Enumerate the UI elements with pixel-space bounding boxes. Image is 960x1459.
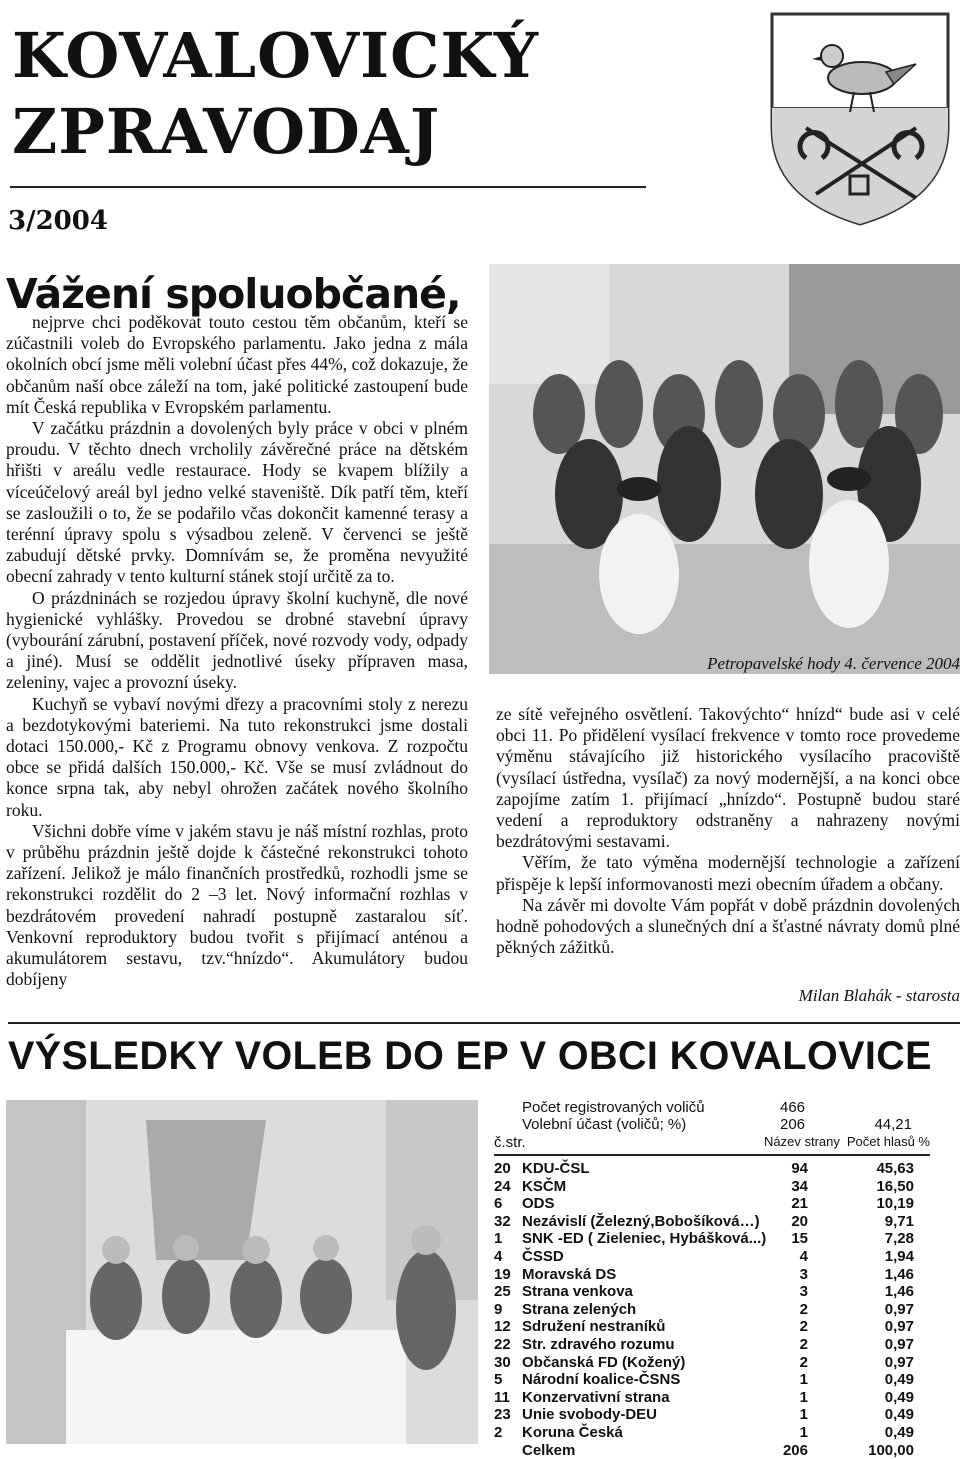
party-votes: 20 <box>764 1213 808 1230</box>
table-header <box>494 1134 960 1152</box>
registered-label: Počet registrovaných voličů <box>522 1099 705 1116</box>
party-votes: 34 <box>764 1178 808 1195</box>
party-number: 12 <box>494 1318 511 1335</box>
party-percent: 0,97 <box>885 1354 914 1371</box>
party-percent: 0,49 <box>885 1424 914 1441</box>
table-row <box>494 1213 960 1231</box>
registered-row <box>494 1099 960 1116</box>
party-percent: 45,63 <box>876 1160 914 1177</box>
party-rows <box>494 1160 960 1459</box>
masthead-line2: ZPRAVODAJ <box>12 94 539 170</box>
table-row <box>494 1178 960 1196</box>
party-votes: 2 <box>764 1354 808 1371</box>
party-number: 19 <box>494 1266 511 1283</box>
party-name: SNK -ED ( Zieleniec, Hybášková...) <box>522 1230 766 1247</box>
party-votes: 15 <box>764 1230 808 1247</box>
party-number: 25 <box>494 1283 511 1300</box>
table-row <box>494 1442 960 1459</box>
letter-paragraph: Všichni dobře víme v jakém stavu je náš místní rozhlas, proto v průběhu prázdnin ještě dojde k částečné rekonstrukci tohoto zařízení. Jelikož je málo finančních prostředků, rozhodli jsme se rekonstrukci rozdělit do 2 –3 let. Nový informační rozhlas v bezdrátovém provedení nahradí postupně zastaralou síť. Venkovní reproduktory budou tvořit s přijímací anténou a akumulátorem sestavu, tzv.“hnízdo“. Akumulátory budou dobíjeny <box>6 821 468 991</box>
photo-caption: Petropavelské hody 4. července 2004 <box>489 654 960 674</box>
party-name: Národní koalice-ČSNS <box>522 1371 680 1388</box>
party-name: Občanská FD (Kožený) <box>522 1354 685 1371</box>
turnout-percent: 44,21 <box>874 1116 912 1133</box>
party-percent: 0,49 <box>885 1406 914 1423</box>
election-commission-photo <box>6 1100 478 1444</box>
masthead-line1: KOVALOVICKÝ <box>12 18 539 94</box>
party-number: 11 <box>494 1389 510 1406</box>
party-votes: 1 <box>764 1406 808 1423</box>
party-name: Konzervativní strana <box>522 1389 670 1406</box>
results-title: VÝSLEDKY VOLEB DO EP V OBCI KOVALOVICE <box>8 1034 932 1079</box>
table-row <box>494 1283 960 1301</box>
party-name: ODS <box>522 1195 555 1212</box>
turnout-value: 206 <box>780 1116 805 1133</box>
issue-number: 3/2004 <box>8 206 108 236</box>
party-name: Nezávislí (Železný,Bobošíková…) <box>522 1213 760 1230</box>
table-row <box>494 1336 960 1354</box>
table-row <box>494 1230 960 1248</box>
letter-paragraph: Věřím, že tato výměna modernější technologie a zařízení přispěje k lepší informovanosti mezi obecním úřadem a občany. <box>496 852 960 894</box>
table-row <box>494 1371 960 1389</box>
party-number: 9 <box>494 1301 502 1318</box>
party-name: Koruna Česká <box>522 1424 623 1441</box>
table-row <box>494 1301 960 1319</box>
party-percent: 1,46 <box>885 1266 914 1283</box>
party-number: 20 <box>494 1160 511 1177</box>
letter-left-column <box>6 312 468 991</box>
party-percent: 9,71 <box>885 1213 914 1230</box>
party-percent: 0,97 <box>885 1318 914 1335</box>
party-name: Unie svobody-DEU <box>522 1406 657 1423</box>
table-row <box>494 1354 960 1372</box>
festival-group-photo <box>489 264 960 674</box>
signature: Milan Blahák - starosta <box>496 986 960 1006</box>
table-row <box>494 1266 960 1284</box>
party-percent: 10,19 <box>876 1195 914 1212</box>
masthead-title <box>12 18 539 170</box>
party-votes: 2 <box>764 1301 808 1318</box>
party-name: KSČM <box>522 1178 566 1195</box>
party-votes: 1 <box>764 1389 808 1406</box>
party-percent: 1,46 <box>885 1283 914 1300</box>
letter-paragraph: nejprve chci poděkovat touto cestou těm občanům, kteří se zúčastnili voleb do Evropského parlamentu. Jako jedna z mála okolních obcí jsme měli volební účast přes 44%, což dokazuje, že občanům naší obce záleží na tom, jaké politické zastoupení bude mít Česká republika v Evropském parlamentu. <box>6 312 468 418</box>
party-percent: 7,28 <box>885 1230 914 1247</box>
col-header-percent: Počet hlasů % <box>847 1134 930 1149</box>
party-number: 2 <box>494 1424 502 1441</box>
party-votes: 1 <box>764 1371 808 1388</box>
greeting-headline: Vážení spoluobčané, <box>6 270 461 318</box>
letter-paragraph: Na závěr mi dovolte Vám popřát v době prázdnin dovolených hodně pohodových a slunečných dní a šťastné návraty domů plné pěkných zážitků. <box>496 895 960 959</box>
party-percent: 100,00 <box>868 1442 914 1459</box>
table-row <box>494 1195 960 1213</box>
letter-right-column <box>496 704 960 958</box>
party-number: 24 <box>494 1178 511 1195</box>
party-votes: 21 <box>764 1195 808 1212</box>
party-votes: 2 <box>764 1318 808 1335</box>
turnout-row <box>494 1116 960 1133</box>
party-name: ČSSD <box>522 1248 564 1265</box>
party-votes: 4 <box>764 1248 808 1265</box>
party-name: KDU-ČSL <box>522 1160 590 1177</box>
party-percent: 0,97 <box>885 1336 914 1353</box>
table-row <box>494 1160 960 1178</box>
section-rule <box>8 1022 960 1024</box>
party-number: 1 <box>494 1230 502 1247</box>
party-votes: 206 <box>764 1442 808 1459</box>
party-votes: 1 <box>764 1424 808 1441</box>
table-row <box>494 1318 960 1336</box>
party-number: 22 <box>494 1336 511 1353</box>
party-number: 32 <box>494 1213 511 1230</box>
party-name: Strana zelených <box>522 1301 636 1318</box>
party-votes: 2 <box>764 1336 808 1353</box>
party-name: Str. zdravého rozumu <box>522 1336 675 1353</box>
party-number: 5 <box>494 1371 502 1388</box>
party-number: 4 <box>494 1248 502 1265</box>
party-votes: 3 <box>764 1283 808 1300</box>
party-number: 23 <box>494 1406 511 1423</box>
party-percent: 0,97 <box>885 1301 914 1318</box>
results-table <box>494 1099 960 1459</box>
party-name: Strana venkova <box>522 1283 633 1300</box>
party-votes: 3 <box>764 1266 808 1283</box>
party-name: Moravská DS <box>522 1266 616 1283</box>
masthead-rule <box>10 186 646 188</box>
party-percent: 1,94 <box>885 1248 914 1265</box>
coat-of-arms-icon <box>766 8 954 230</box>
letter-paragraph: V začátku prázdnin a dovolených byly práce v obci v plném proudu. V těchto dnech vrcholily závěrečné práce na dětském hřišti v areálu vedle restaurace. Hody se kvapem blížily a víceúčelový areál byl jedno velké staveniště. Dík patří těm, kteří se zasloužili o to, že se podařilo včas dokončit kamenné terasy a terénní úpravy spolu s výsadbou zeleně. V červenci se ještě zabudují dětské prvky. Domnívám se, že proměna nevyužité obecní zahrady v tento kulturní stánek stojí určitě za to. <box>6 418 468 588</box>
party-percent: 0,49 <box>885 1389 914 1406</box>
registered-value: 466 <box>780 1099 805 1116</box>
party-name: Sdružení nestraníků <box>522 1318 665 1335</box>
table-row <box>494 1248 960 1266</box>
party-percent: 0,49 <box>885 1371 914 1388</box>
col-header-party: Název strany <box>764 1134 840 1149</box>
party-votes: 94 <box>764 1160 808 1177</box>
letter-paragraph: Kuchyň se vybaví novými dřezy a pracovními stoly z nerezu a bezdotykovými bateriemi. Na tuto rekonstrukci jsme dostali dotaci 150.000,- Kč z Programu obnovy venkova. Z rozpočtu obce se přidá dalších 150.000,- Kč. Vše se musí zvládnout do konce srpna tak, aby nebyl ohrožen začátek nového školního roku. <box>6 694 468 821</box>
party-number: 30 <box>494 1354 511 1371</box>
col-header-number: č.str. <box>494 1134 526 1151</box>
table-row <box>494 1389 960 1407</box>
turnout-label: Volební účast (voličů; %) <box>522 1116 686 1133</box>
party-name: Celkem <box>522 1442 575 1459</box>
party-number: 6 <box>494 1195 502 1212</box>
party-percent: 16,50 <box>876 1178 914 1195</box>
table-row <box>494 1424 960 1442</box>
letter-paragraph: O prázdninách se rozjedou úpravy školní kuchyně, dle nové hygienické vyhlášky. Provedou se drobné stavební úpravy (vybourání zárubní, postavení příček, nové rozvody vody, odpady a jiné). Musí se oddělit jednotlivé úseky přípraven masa, zeleniny, vajec a provozní úseky. <box>6 588 468 694</box>
table-rule <box>494 1154 930 1156</box>
table-row <box>494 1406 960 1424</box>
letter-paragraph: ze sítě veřejného osvětlení. Takovýchto“ hnízd“ bude asi v celé obci 11. Po přidělení vysílací frekvence v tomto roce provedeme výměnu stávajícího již historického vysílacího pracoviště (vysílací ústředna, vysílač) za nový modernější, a na konci obce zapojíme zatím 1. přijímací „hnízdo“. Postupně budou staré vedení a reproduktory odstraněny a nahrazeny novými bezdrátovými sestavami. <box>496 704 960 852</box>
